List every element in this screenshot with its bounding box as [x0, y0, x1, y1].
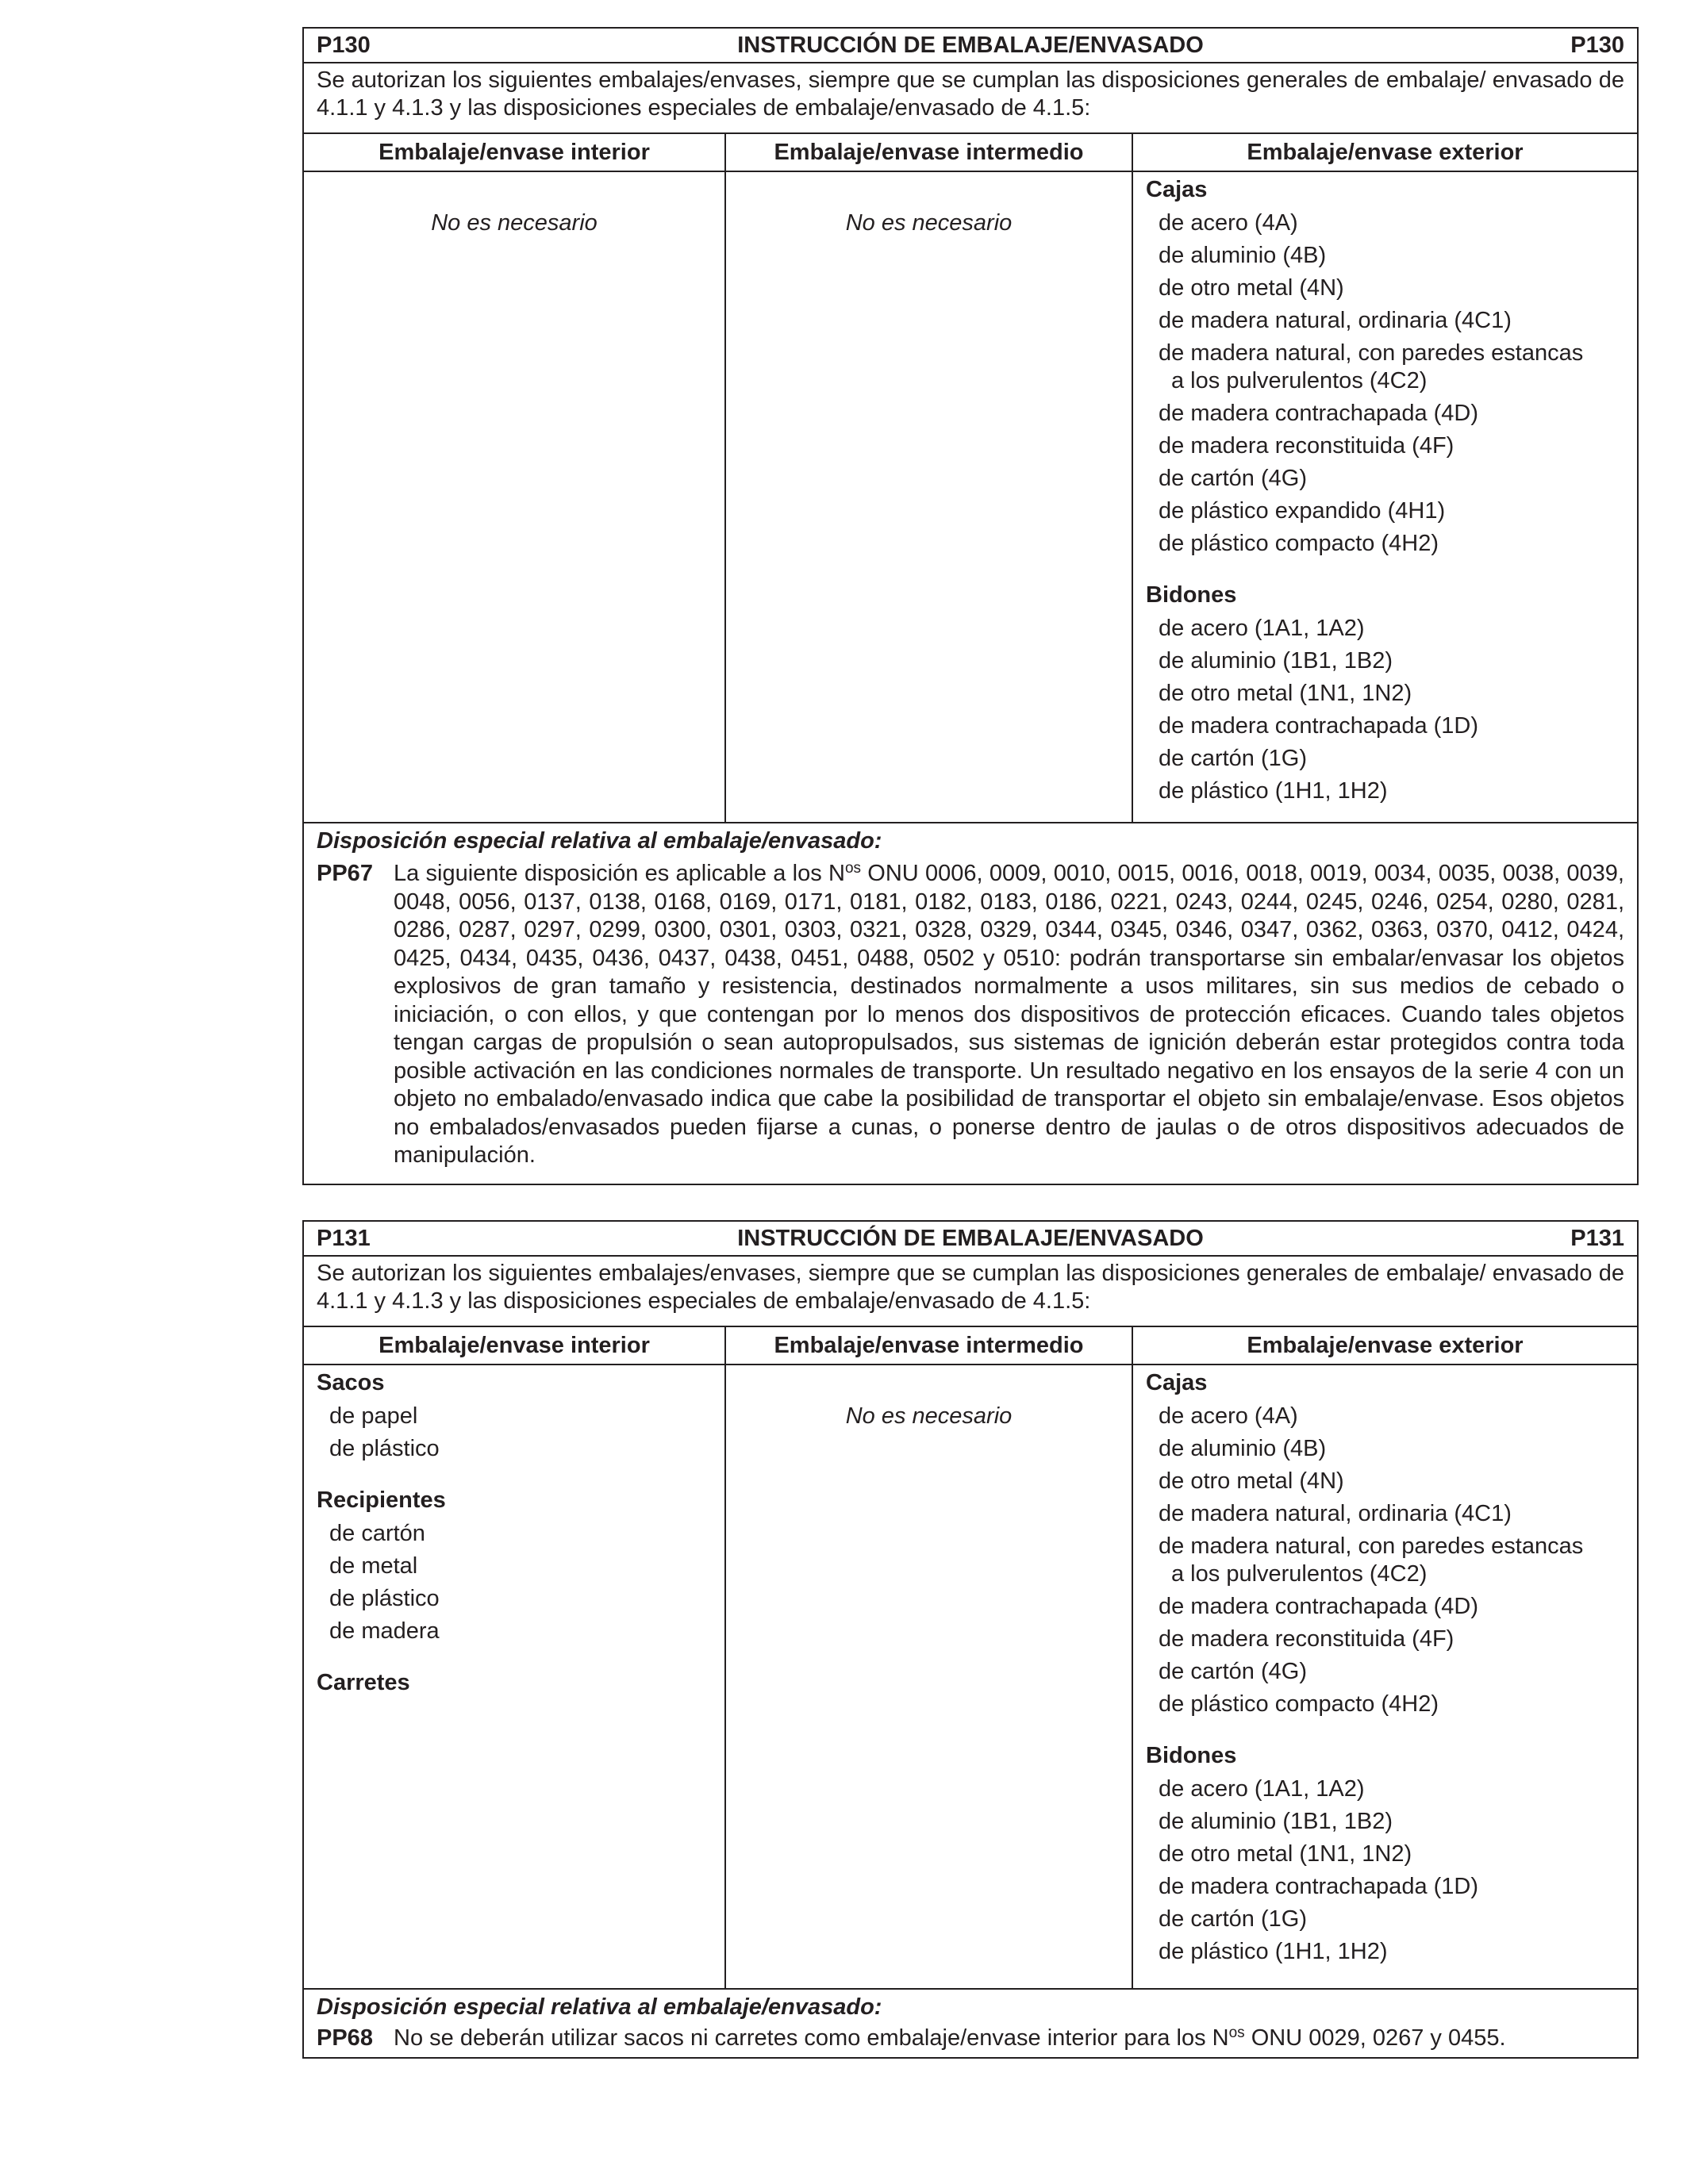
- packing-instruction-p131: [302, 1220, 1639, 2059]
- group-title-cajas: Cajas: [1146, 177, 1208, 202]
- list-item-line: de madera natural, con paredes estancas: [1159, 1533, 1584, 1559]
- list-item: de cartón: [329, 1521, 425, 1546]
- list-item: de plástico expandido (4H1): [1159, 498, 1446, 524]
- list-item: [1133, 1530, 1637, 1591]
- list-item: de madera reconstituida (4F): [1159, 1626, 1455, 1652]
- not-required-text: No es necesario: [845, 210, 1013, 236]
- header-outer: Embalaje/envase exterior: [1247, 1333, 1524, 1358]
- column-headers: [304, 134, 1637, 172]
- header-intermediate: Embalaje/envase intermedio: [774, 1333, 1084, 1358]
- instruction-header: [304, 29, 1637, 63]
- list-item: de madera contrachapada (4D): [1159, 401, 1479, 426]
- instruction-title: INSTRUCCIÓN DE EMBALAJE/ENVASADO: [737, 1226, 1204, 1251]
- instruction-code-right: P130: [1570, 33, 1624, 58]
- not-required-text: No es necesario: [845, 1403, 1013, 1429]
- intermediate-column: [726, 172, 1132, 822]
- list-item: de aluminio (4B): [1159, 1436, 1327, 1461]
- list-item: de madera: [329, 1618, 440, 1644]
- group-title-sacos: Sacos: [317, 1370, 385, 1395]
- outer-column: [1133, 1365, 1637, 1988]
- packing-instruction-p130: [302, 27, 1639, 1185]
- header-inner: Embalaje/envase interior: [379, 1333, 650, 1358]
- list-item: de madera contrachapada (1D): [1159, 1874, 1479, 1899]
- special-provision-title: Disposición especial relativa al embalaje/envasado:: [317, 1994, 882, 2020]
- header-inner: Embalaje/envase interior: [379, 140, 650, 165]
- special-provision-code: PP68: [317, 2025, 373, 2051]
- instruction-header: [304, 1222, 1637, 1257]
- list-item: de cartón (1G): [1159, 1906, 1307, 1932]
- list-item: de madera natural, ordinaria (4C1): [1159, 308, 1512, 333]
- list-item: de madera contrachapada (1D): [1159, 713, 1479, 739]
- outer-column: [1133, 172, 1637, 822]
- list-item: de otro metal (4N): [1159, 1468, 1344, 1494]
- header-intermediate: Embalaje/envase intermedio: [774, 140, 1084, 165]
- packaging-table: [304, 1326, 1637, 1990]
- list-item: de papel: [329, 1403, 418, 1429]
- list-item: de plástico: [329, 1586, 440, 1611]
- list-item: de otro metal (1N1, 1N2): [1159, 1841, 1412, 1867]
- special-provision-text: La siguiente disposición es aplicable a los $N^{os}$ ONU 0006, 0009, 0010, 0015, 0016, 0018, 0019, 0034, 0035, 0038, 0039, 0048, 0056, 0137, 0138, 0168, 0169, 0171, 0181, 0182, 0183, 0186, 0221, 0243, 0244, 0245, 0246, 0254, 0280, 0281, 0286, 0287, 0297, 0299, 0300, 0301, 0303, 0321, 0328, 0329, 0344, 0345, 0346, 0347, 0362, 0363, 0370, 0412, 0424, 0425, 0434, 0435, 0436, 0437, 0438, 0451, 0488, 0502 y 0510: podrán transportarse sin embalar/envasar los objetos explosivos de gran tamaño y resistencia, destinados normalmente a usos militares, sin sus medios de cebado o iniciación, o con ellos, y que contengan por lo menos dos dispositivos de protección eficaces. Cuando tales objetos tengan cargas de propulsión o sean autopropulsados, sus sistemas de ignición deberán estar protegidos contra toda posible activación en las condiciones normales de transporte. Un resultado negativo en los ensayos de la serie 4 con un objeto no embalado/envasado indica que cabe la posibilidad de transportar el objeto sin embalaje/envase. Esos objetos no embalados/envasados pueden fijarse a cunas, o ponerse dentro de jaulas o de otros dispositivos adecuados de manipulación.: [394, 860, 1624, 1168]
- list-item: de cartón (4G): [1159, 466, 1307, 491]
- packaging-table: [304, 132, 1637, 823]
- list-item: de otro metal (4N): [1159, 275, 1344, 301]
- group-title-carretes: Carretes: [317, 1670, 410, 1695]
- special-provision-text: No se deberán utilizar sacos ni carretes como embalaje/envase interior para los $N^{os}$ ONU 0029, 0267 y 0455.: [394, 2025, 1506, 2051]
- instruction-code-left: P131: [317, 1226, 371, 1251]
- intermediate-column: [726, 1365, 1132, 1988]
- list-item-line: a los pulverulentos (4C2): [1171, 1561, 1428, 1587]
- header-outer: Embalaje/envase exterior: [1247, 140, 1524, 165]
- instruction-code-right: P131: [1570, 1226, 1624, 1251]
- group-title-recipientes: Recipientes: [317, 1487, 446, 1513]
- group-title-bidones: Bidones: [1146, 582, 1237, 608]
- list-item: de acero (1A1, 1A2): [1159, 1776, 1365, 1802]
- list-item: de acero (1A1, 1A2): [1159, 616, 1365, 641]
- special-provision: [317, 2025, 1624, 2053]
- column-headers: [304, 1327, 1637, 1365]
- list-item: de plástico compacto (4H2): [1159, 1691, 1439, 1717]
- inner-column: [304, 1365, 724, 1988]
- group-title-cajas: Cajas: [1146, 1370, 1208, 1395]
- special-provision: [317, 860, 1624, 1170]
- list-item: de metal: [329, 1553, 418, 1579]
- group-title-bidones: Bidones: [1146, 1743, 1237, 1768]
- list-item-line: a los pulverulentos (4C2): [1171, 368, 1428, 393]
- instruction-code-left: P130: [317, 33, 371, 58]
- special-provision-title: Disposición especial relativa al embalaje/envasado:: [317, 828, 882, 854]
- list-item: de otro metal (1N1, 1N2): [1159, 681, 1412, 706]
- list-item: de cartón (1G): [1159, 746, 1307, 771]
- list-item: de plástico: [329, 1436, 440, 1461]
- intro-text: Se autorizan los siguientes embalajes/envases, siempre que se cumplan las disposiciones generales de embalaje/ envasado de 4.1.1 y 4.1.3 y las disposiciones especiales de embalaje/envasado de 4.1.5:: [317, 67, 1624, 121]
- list-item: [1133, 337, 1637, 397]
- special-provision-code: PP67: [317, 861, 373, 886]
- list-item: de plástico (1H1, 1H2): [1159, 778, 1388, 804]
- list-item: de aluminio (1B1, 1B2): [1159, 1809, 1393, 1834]
- list-item-line: de madera natural, con paredes estancas: [1159, 340, 1584, 366]
- list-item: de madera reconstituida (4F): [1159, 433, 1455, 459]
- list-item: de aluminio (4B): [1159, 243, 1327, 268]
- list-item: de aluminio (1B1, 1B2): [1159, 648, 1393, 674]
- list-item: de acero (4A): [1159, 210, 1298, 236]
- instruction-title: INSTRUCCIÓN DE EMBALAJE/ENVASADO: [737, 33, 1204, 58]
- list-item: de acero (4A): [1159, 1403, 1298, 1429]
- list-item: de cartón (4G): [1159, 1659, 1307, 1684]
- list-item: de madera contrachapada (4D): [1159, 1594, 1479, 1619]
- list-item: de plástico compacto (4H2): [1159, 531, 1439, 556]
- not-required-text: No es necesario: [431, 210, 598, 236]
- list-item: de madera natural, ordinaria (4C1): [1159, 1501, 1512, 1526]
- inner-column: [304, 172, 724, 822]
- intro-text: Se autorizan los siguientes embalajes/envases, siempre que se cumplan las disposiciones generales de embalaje/ envasado de 4.1.1 y 4.1.3 y las disposiciones especiales de embalaje/envasado de 4.1.5:: [317, 1261, 1624, 1314]
- list-item: de plástico (1H1, 1H2): [1159, 1939, 1388, 1964]
